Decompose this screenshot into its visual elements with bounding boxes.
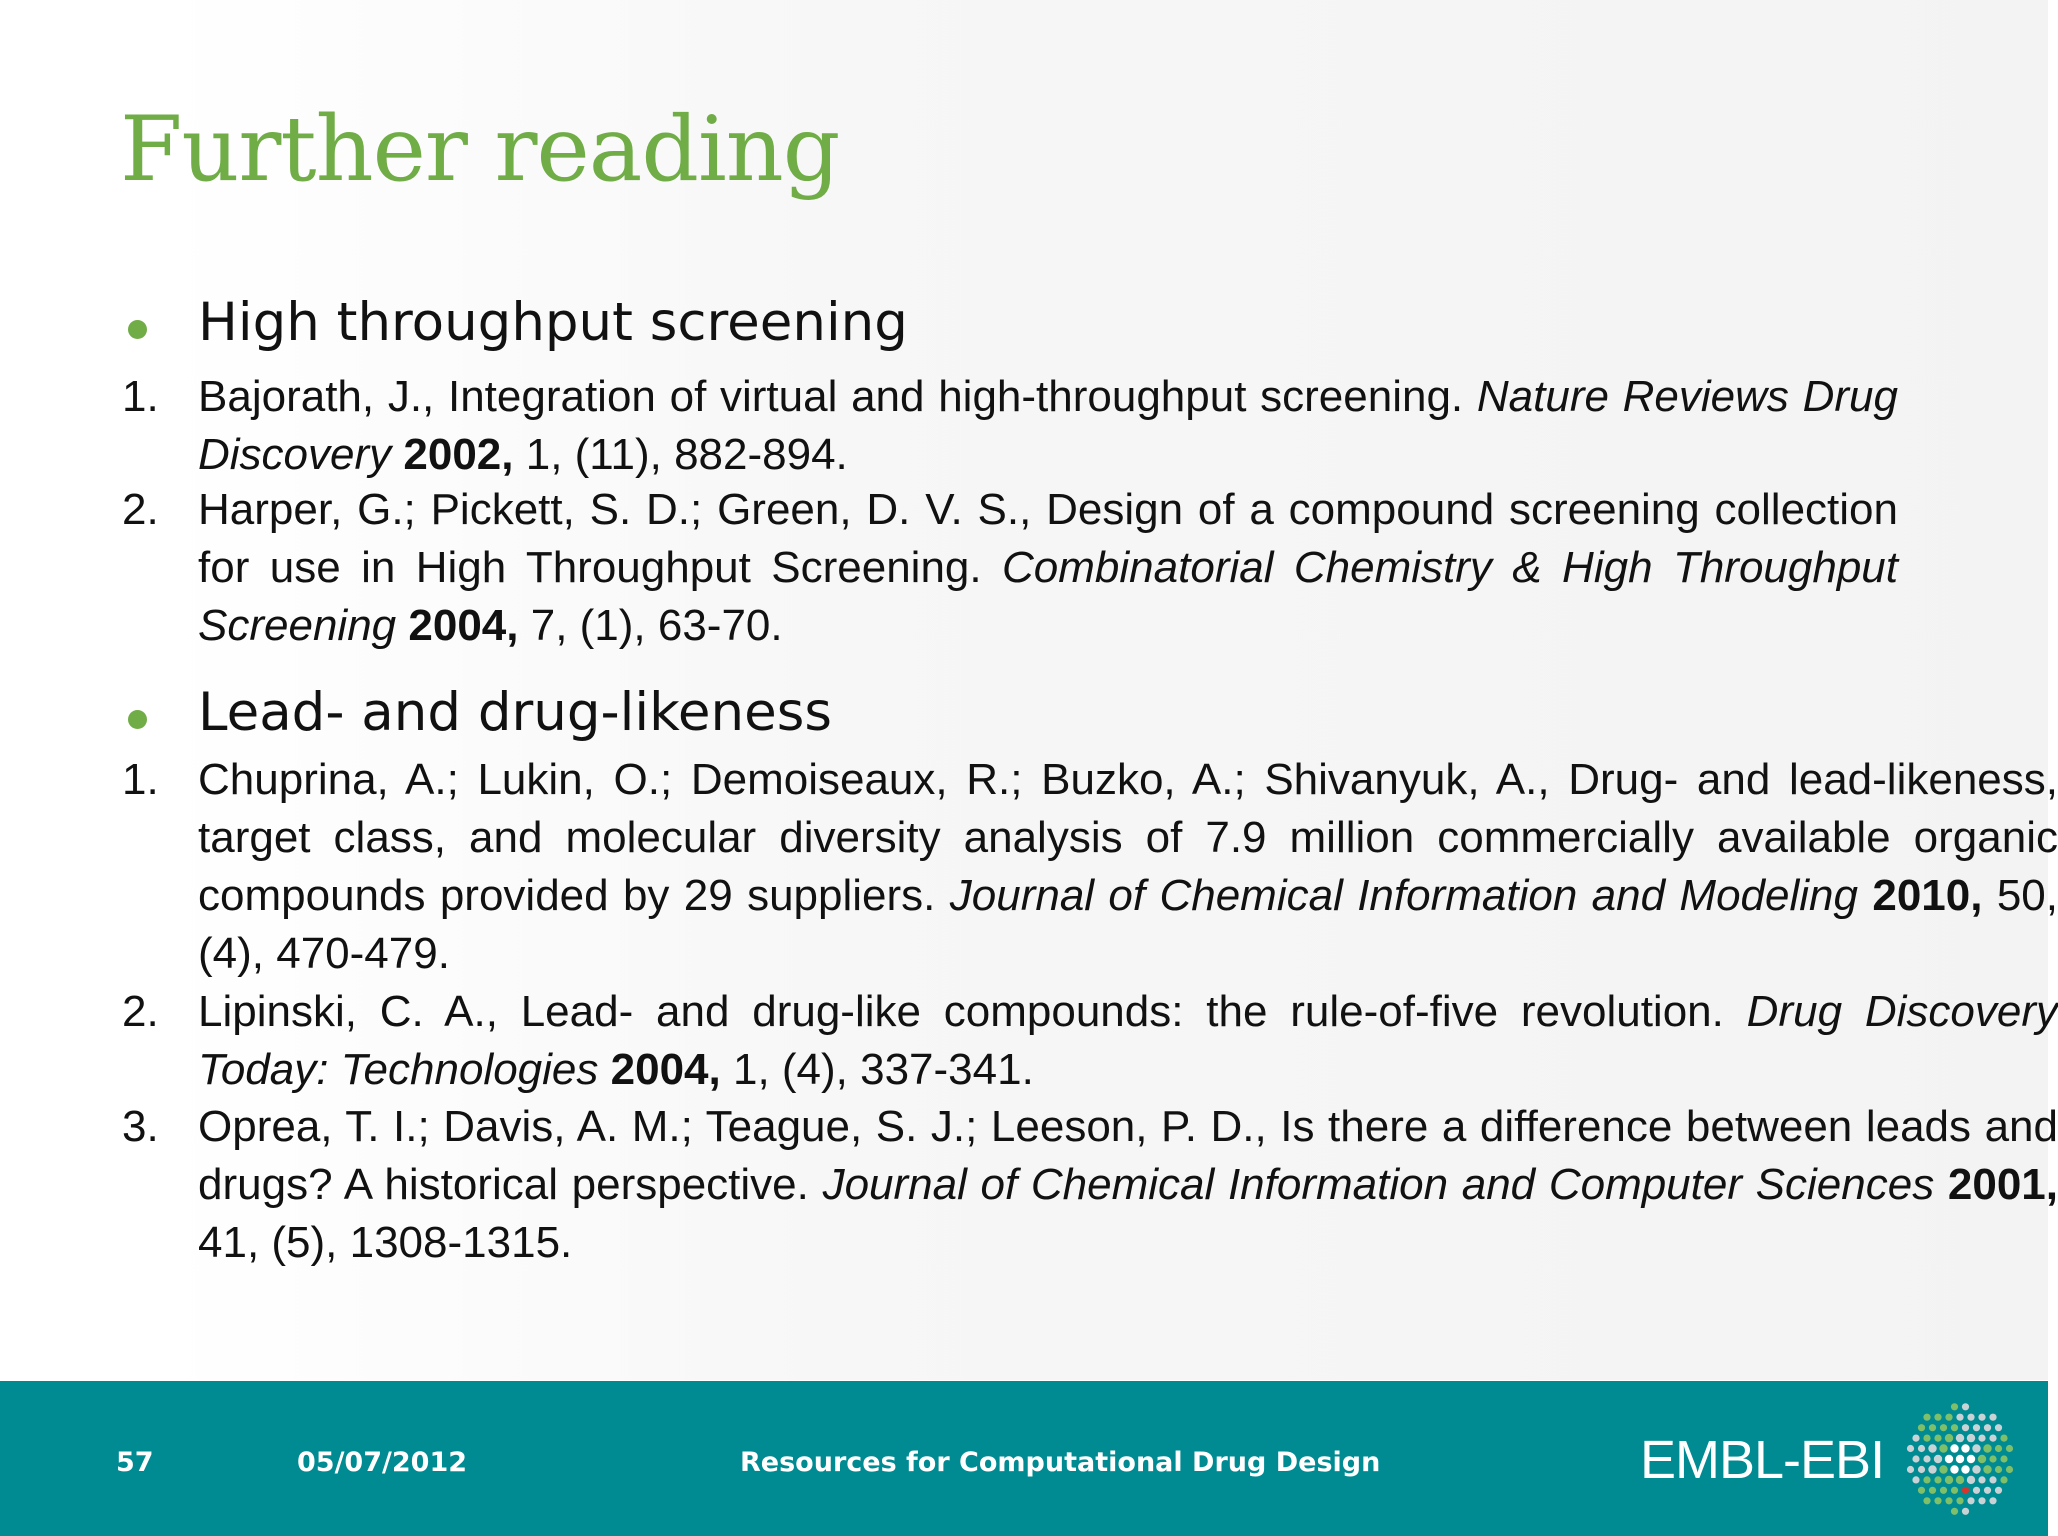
logo-dot [1945,1414,1952,1421]
reference-year: 2010, [1872,871,1983,920]
logo-dot [1945,1434,1953,1442]
logo-dot [1940,1487,1947,1494]
logo-dot [1956,1497,1963,1504]
logo-dot [1934,1455,1942,1463]
bullet-icon [128,320,147,339]
logo-dot [1961,1465,1969,1473]
reference-text [198,1098,2058,1272]
reference-text [198,751,2058,983]
logo-dot [1978,1476,1985,1483]
logo-dot [1907,1445,1914,1452]
logo-dot [1962,1403,1969,1410]
logo-dot [1945,1455,1953,1463]
logo-dot [1939,1444,1947,1452]
logo-dot [1923,1455,1930,1462]
logo-dot [1962,1508,1969,1515]
logo-dot [2006,1466,2013,1473]
reference-journal: Combinatorial Chemistry & High Throughput Screening [198,543,1898,650]
logo-dot [2000,1435,2007,1442]
reference-journal: Journal of Chemical Information and Modeling [949,871,1858,920]
reference-authors-title: Oprea, T. I.; Davis, A. M.; Teague, S. J.; Leeson, P. D., Is there a difference between leads and drugs? A historical perspective. [198,1102,2058,1209]
logo-dot [1918,1487,1925,1494]
logo-dot [1934,1435,1941,1442]
reference-text [198,368,1898,484]
reference-authors-title: Lipinski, C. A., Lead- and drug-like compounds: the rule-of-five revolution. [198,987,1724,1036]
logo-dot [1995,1424,2002,1431]
logo-dot [1972,1465,1980,1473]
reference-year: 2004, [610,1045,721,1094]
logo-dot [1951,1424,1958,1431]
logo-dot [1956,1455,1964,1463]
reference-details: 7, (1), 63-70. [530,601,783,650]
logo-dot [1995,1466,2002,1473]
reference-authors-title: Chuprina, A.; Lukin, O.; Demoiseaux, R.; Buzko, A.; Shivanyuk, A., Drug- and lead-likeness, target class, and molecular diversity analysis of 7.9 million commercially available organic compounds provided by 29 suppliers. [198,755,2058,920]
logo-dot [1923,1476,1930,1483]
logo-dot [2006,1445,2013,1452]
logo-dot [1978,1435,1985,1442]
logo-dot [1984,1487,1991,1494]
logo-dot [1967,1434,1975,1442]
logo-dot [1951,1403,1958,1410]
reference-details: 41, (5), 1308-1315. [198,1218,573,1267]
slide-number: 57 [116,1447,154,1478]
reference-year: 2002, [403,430,514,479]
logo-dot [1989,1435,1996,1442]
logo-dot [1978,1455,1986,1463]
logo-dot [1973,1424,1980,1431]
logo-dot [1967,1455,1975,1463]
logo-dot [1961,1444,1969,1452]
reference-number: 3. [122,1102,159,1151]
logo-dot [1995,1445,2002,1452]
reference-journal: Drug Discovery Today: Technologies [198,987,2058,1094]
logo-dot [1912,1455,1919,1462]
reference-details: 1, (11), 882-894. [525,430,848,479]
logo-dot [1939,1465,1947,1473]
logo-dot [1918,1424,1925,1431]
logo-dot [1912,1435,1919,1442]
logo-dot [1923,1414,1930,1421]
section-heading-text: High throughput screening [198,292,908,353]
logo-dot [1984,1424,1991,1431]
logo-dot [1967,1414,1974,1421]
logo-dot [1989,1455,1996,1462]
logo-dot [1978,1414,1985,1421]
reference-details: 50, (4), 470-479. [198,871,2058,978]
slide-title: Further reading [120,97,840,202]
logo-dot [1956,1414,1963,1421]
logo-dot [1945,1497,1952,1504]
logo-dot [1923,1497,1930,1504]
logo-dot [1989,1414,1996,1421]
logo-dot [1967,1497,1974,1504]
logo-dot [1972,1444,1980,1452]
logo-dot [1929,1487,1936,1494]
reference-journal: Nature Reviews Drug Discovery [198,372,1898,479]
logo-dot [1989,1497,1996,1504]
embl-ebi-logo-icon [1905,1400,2015,1518]
logo-dot [1978,1497,1985,1504]
footer-course-title: Resources for Computational Drug Design [740,1447,1381,1478]
logo-dot [2000,1476,2007,1483]
logo-dot [1967,1476,1975,1484]
logo-dot [1934,1414,1941,1421]
logo-dot [1923,1435,1930,1442]
logo-dot [1989,1476,1996,1483]
logo-dot [1951,1487,1958,1494]
logo-dot [1950,1444,1958,1452]
logo-dot [1918,1445,1925,1452]
reference-number: 1. [122,372,159,421]
logo-dot [1962,1424,1969,1431]
logo-dot [1983,1465,1991,1473]
logo-dot [1929,1424,1936,1431]
logo-dot [1950,1465,1958,1473]
logo-dot [1934,1476,1941,1483]
logo-dot [1934,1497,1941,1504]
reference-journal: Journal of Chemical Information and Computer Sciences [822,1160,1935,1209]
logo-dot [1983,1444,1991,1452]
logo-dot [1951,1508,1958,1515]
reference-number: 1. [122,755,159,804]
logo-dot [1973,1487,1980,1494]
footer-date: 05/07/2012 [297,1447,468,1478]
logo-dot [1928,1465,1936,1473]
bullet-icon [128,710,147,729]
logo-dot [1940,1424,1947,1431]
logo-dot [1995,1487,2002,1494]
logo-dot [1945,1476,1953,1484]
logo-dot [1918,1466,1925,1473]
logo-dot [1928,1444,1936,1452]
reference-text [198,983,2058,1099]
reference-year: 2004, [408,601,519,650]
reference-year: 2001, [1947,1160,2058,1209]
reference-text [198,481,1898,655]
reference-details: 1, (4), 337-341. [732,1045,1034,1094]
logo-dot [2000,1455,2007,1462]
reference-authors-title: Bajorath, J., Integration of virtual and high-throughput screening. [198,372,1464,421]
reference-number: 2. [122,485,159,534]
reference-authors-title: Harper, G.; Pickett, S. D.; Green, D. V. S., Design of a compound screening collection for use in High Throughput Screening. [198,485,1898,592]
section-heading-text: Lead- and drug-likeness [198,682,832,743]
logo-dot [1962,1487,1969,1494]
logo-text: EMBL-EBI [1640,1430,1885,1490]
logo-dot [1956,1434,1964,1442]
logo-dot [1907,1466,1914,1473]
reference-number: 2. [122,987,159,1036]
logo-dot [1956,1476,1964,1484]
logo-dot [1912,1476,1919,1483]
